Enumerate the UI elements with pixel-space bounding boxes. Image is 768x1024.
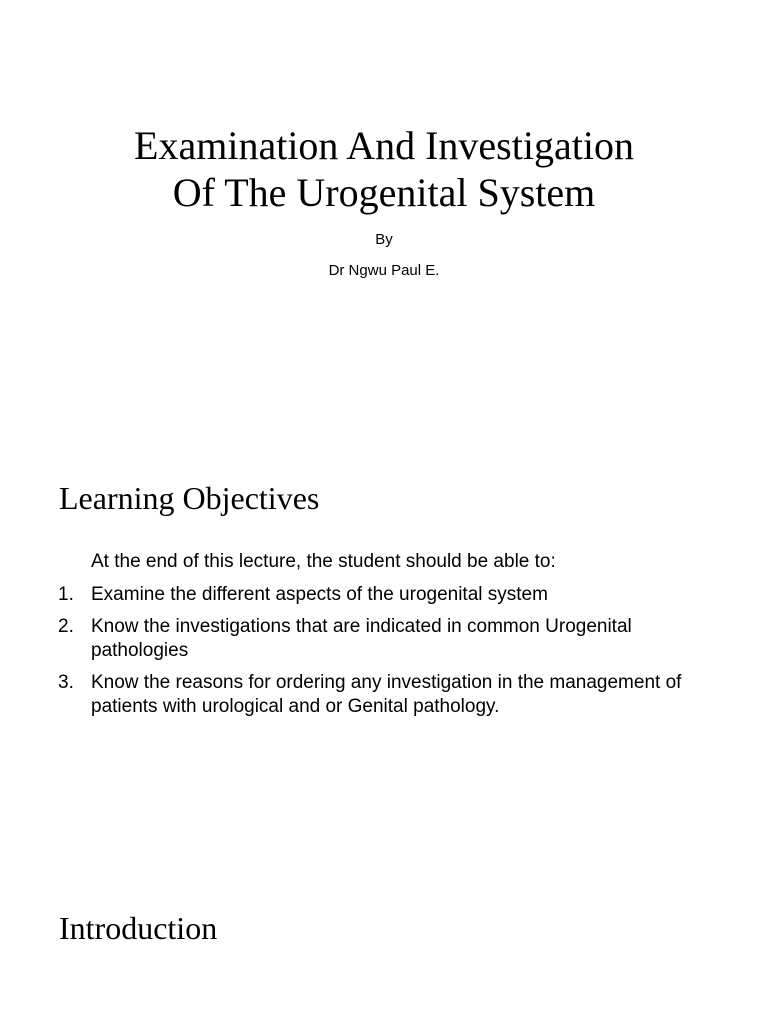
author-name: Dr Ngwu Paul E. xyxy=(328,262,440,279)
learning-objectives-heading: Learning Objectives xyxy=(59,480,320,516)
objective-text: Know the investigations that are indicated in common Urogenital pathologies xyxy=(91,616,632,661)
objective-item xyxy=(58,583,728,607)
objectives-list xyxy=(58,583,728,727)
objective-text: Examine the different aspects of the urogenital system xyxy=(91,584,548,605)
objective-item xyxy=(58,671,728,719)
introduction-slide xyxy=(0,864,768,1024)
presentation-title xyxy=(0,122,768,216)
objectives-intro: At the end of this lecture, the student should be able to: xyxy=(91,551,556,572)
objective-item xyxy=(58,615,728,663)
introduction-heading: Introduction xyxy=(59,910,218,946)
title-line-2: Of The Urogenital System xyxy=(172,170,596,215)
by-label: By xyxy=(375,231,393,248)
objective-number: 3. xyxy=(58,672,74,693)
objective-text: Know the reasons for ordering any investigation in the management of patients with urological and or Genital pathology. xyxy=(91,672,682,717)
learning-objectives-slide xyxy=(0,432,768,864)
objective-number: 1. xyxy=(58,584,74,605)
title-line-1: Examination And Investigation xyxy=(134,123,634,168)
objective-number: 2. xyxy=(58,616,74,637)
title-slide xyxy=(0,0,768,432)
